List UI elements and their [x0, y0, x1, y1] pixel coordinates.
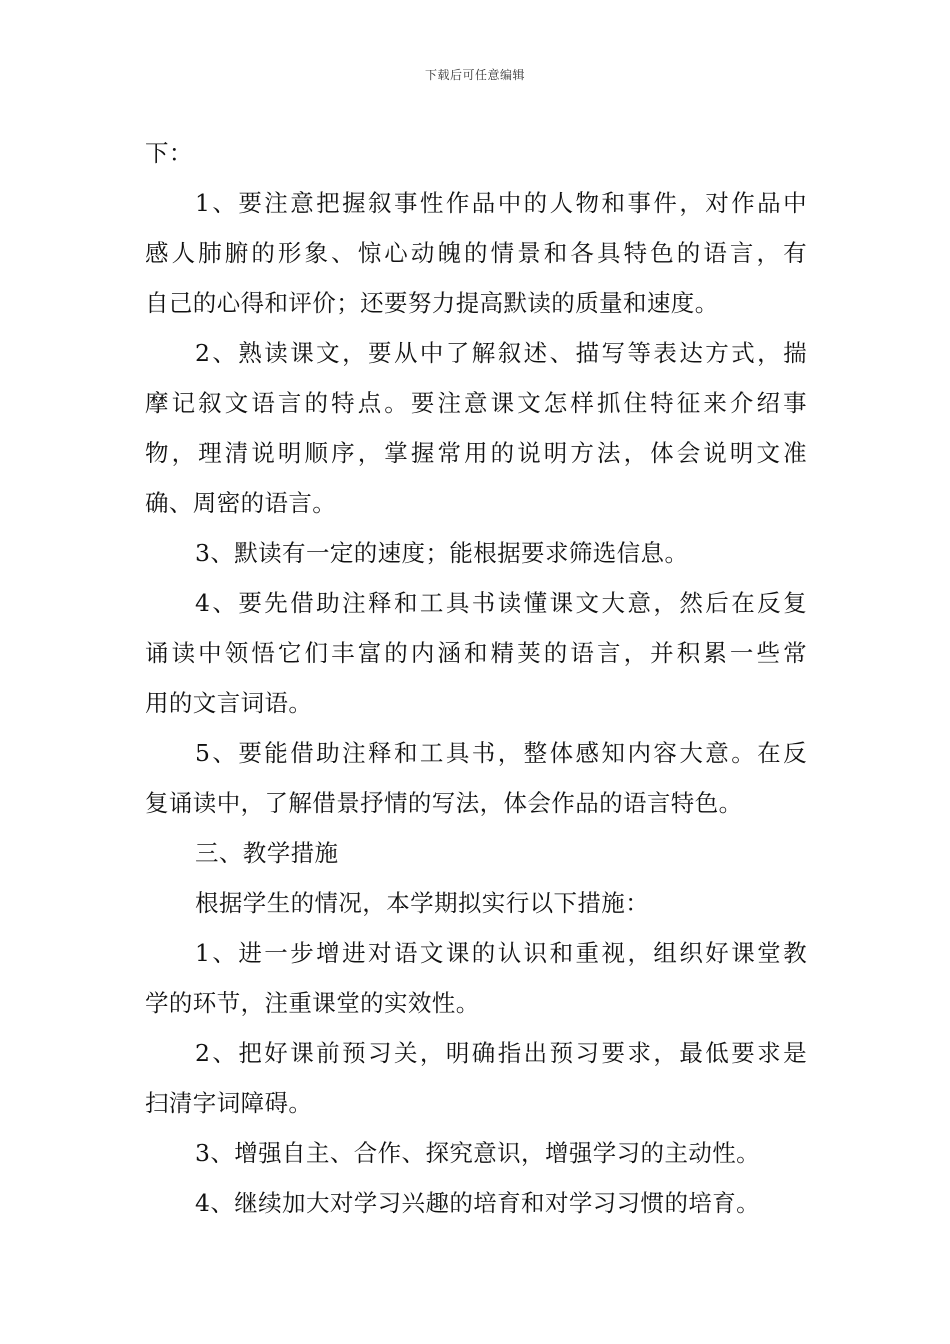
text-line: 诵读中领悟它们丰富的内涵和精荚的语言，并积累一些常 — [145, 639, 807, 667]
page-header: 下载后可任意编辑 — [424, 68, 525, 82]
text-line: 用的文言词语。 — [145, 689, 313, 717]
text-line: 学的环节，注重课堂的实效性。 — [145, 989, 480, 1017]
text-line: 物，理清说明顺序，掌握常用的说明方法，体会说明文准 — [145, 439, 807, 467]
text-line: 下： — [145, 139, 193, 167]
text-line: 3、默读有一定的速度；能根据要求筛选信息。 — [195, 539, 689, 567]
text-line: 2、熟读课文，要从中了解叙述、描写等表达方式，揣 — [195, 339, 807, 367]
text-line: 2、把好课前预习关，明确指出预习要求，最低要求是 — [195, 1039, 807, 1067]
text-line: 确、周密的语言。 — [145, 489, 337, 517]
document-body — [145, 128, 807, 1228]
text-line: 4、继续加大对学习兴趣的培育和对学习习惯的培育。 — [195, 1189, 761, 1217]
text-line: 1、要注意把握叙事性作品中的人物和事件，对作品中 — [195, 189, 807, 217]
text-line: 3、增强自主、合作、探究意识，增强学习的主动性。 — [195, 1139, 761, 1167]
text-line: 1、进一步增进对语文课的认识和重视，组织好课堂教 — [195, 939, 807, 967]
text-line: 根据学生的情况，本学期拟实行以下措施： — [195, 889, 650, 917]
text-line: 扫清字词障碍。 — [145, 1089, 313, 1117]
text-line: 自己的心得和评价；还要努力提高默读的质量和速度。 — [145, 289, 719, 317]
section-heading: 三、教学措施 — [195, 839, 339, 867]
text-line: 4、要先借助注释和工具书读懂课文大意，然后在反复 — [195, 589, 807, 617]
text-line: 感人肺腑的形象、惊心动魄的情景和各具特色的语言，有 — [145, 239, 807, 267]
text-line: 复诵读中，了解借景抒情的写法，体会作品的语言特色。 — [145, 789, 743, 817]
text-line: 摩记叙文语言的特点。要注意课文怎样抓住特征来介绍事 — [145, 389, 807, 417]
text-line: 5、要能借助注释和工具书，整体感知内容大意。在反 — [195, 739, 807, 767]
